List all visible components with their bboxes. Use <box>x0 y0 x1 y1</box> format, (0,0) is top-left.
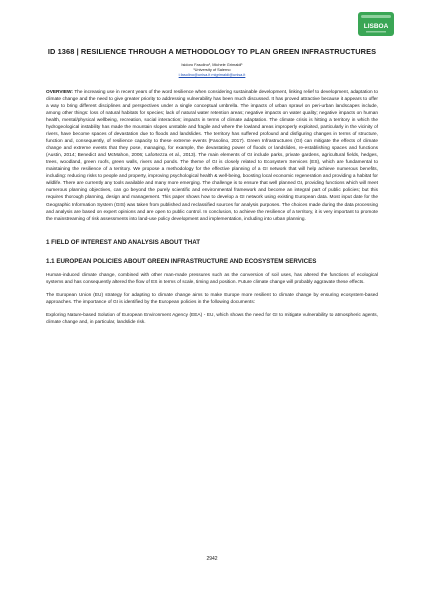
section-1-1-paragraph-3: Exploring Nature-based Solution of European Environment Agency (EEA) - EU, which shows the need for GI to mitigate vulnerability to atmospheric agents, climate change and, in particular, landslide risk. <box>46 312 378 325</box>
paper-title: ID 1368 | RESILIENCE THROUGH A METHODOLOGY TO PLAN GREEN INFRASTRUCTURES <box>47 47 377 56</box>
logo-text: LISBOA <box>363 23 389 30</box>
conference-logo <box>358 12 394 36</box>
abstract-text: The increasing use in recent years of the word resilience when considering sustainable development, linking relief to development, adaptation to climate change and the need to give greater priority to addressing vulnerability has been much discussed. It has proved attractive because it appears to offer a way to bring different disciplines and perspectives under a single conceptual umbrella. The impacts of urban sprawl on peri-urban landscapes include, among other things: loss of natural habitats for species; lack of natural water retention areas; negative impacts on water quality; negative impacts on human health, mental/physical wellbeing, recreation, social interaction; impacts in terms of climate adaptation. The climate crisis is hitting a territory in which the hydrogeological instability has made the mountain slopes unstable and fragile and where the lowland areas improperly exploited, particularly in the vicinity of rivers, have become spaces of devastation due to floods and landslides. The territory has suffered profound and disfiguring changes in terms of structure, function and, consequently, of resilience capacity to these extreme events (Fasolino, 2017). Green Infrastructures (GI) can mitigate the effects of climate change and extreme events that they pose, managing, for example, the devastating power of floods or landslides, re-establishing spaces and functions (Austin, 2014; Benedict and McMahon, 2006; Lafortezza et al., 2013). The main elements of GI include parks, private gardens, agricultural fields, hedges, trees, woodland, green roofs, green walls, rivers and ponds. The theme of GI is closely related to Ecosystem Services (ES), which are fundamental to maintaining the resilience of a territory. We propose a methodology for the effective planning of a GI network that will help achieve numerous benefits, including: reducing risks to people and property, improving psychological health & well-being, boosting local economic regeneration and providing a habitat for wildlife. There are currently any tools available and many more emerging. The challenge is to ensure that well planned GI, providing functions which will meet numerous planning objectives, can go beyond the purely scientific and environmental framework and become an integral part of public policies; but this requires thorough planning, design and management. This paper shows how to develop a GI network using existing European data. Most input date for the Geographic Information System (GIS) was taken from published and reclassified sources for analysis purposes. The choices made during the data processing and analysis are based on expert opinions and are open to public control. In conclusion, to achieve the resilience of a territory, it is very important to promote the mainstreaming of risk assessments into land-use policy development and implementation, including into urban planning. <box>46 89 378 222</box>
abstract <box>46 89 378 223</box>
section-1-1-heading: 1.1 EUROPEAN POLICIES ABOUT GREEN INFRASTRUCTURE AND ECOSYSTEM SERVICES <box>46 257 317 265</box>
author-affiliation: ¹University of Salerno <box>193 66 231 72</box>
author-emails[interactable]: i.fasolino@unisa.it migrimaldi@unisa.it <box>178 71 246 77</box>
section-1-1-paragraph-1: Human-induced climate change, combined with other man-made pressures such as the conversion of soil uses, has altered the functions of ecological systems and has consequently altered the flow of ES in terms of scale, timing and position. Future climate change will probably aggravate these effects. <box>46 272 378 285</box>
abstract-lead: OVERVIEW: <box>46 89 74 95</box>
section-1-1-paragraph-2: The European Union (EU) strategy for adapting to climate change aims to make Europe more resilient to climate change by ensuring ecosystem-based approaches. The importance of GI is identified by the European policies in the following documents: <box>46 292 378 305</box>
author-names: Isidoro Fasolino¹, Michele Grimaldi¹ <box>181 61 243 67</box>
section-1-heading: 1 FIELD OF INTEREST AND ANALYSIS ABOUT THAT <box>46 238 201 246</box>
page-number: 2942 <box>206 556 218 562</box>
author-block <box>46 62 378 77</box>
